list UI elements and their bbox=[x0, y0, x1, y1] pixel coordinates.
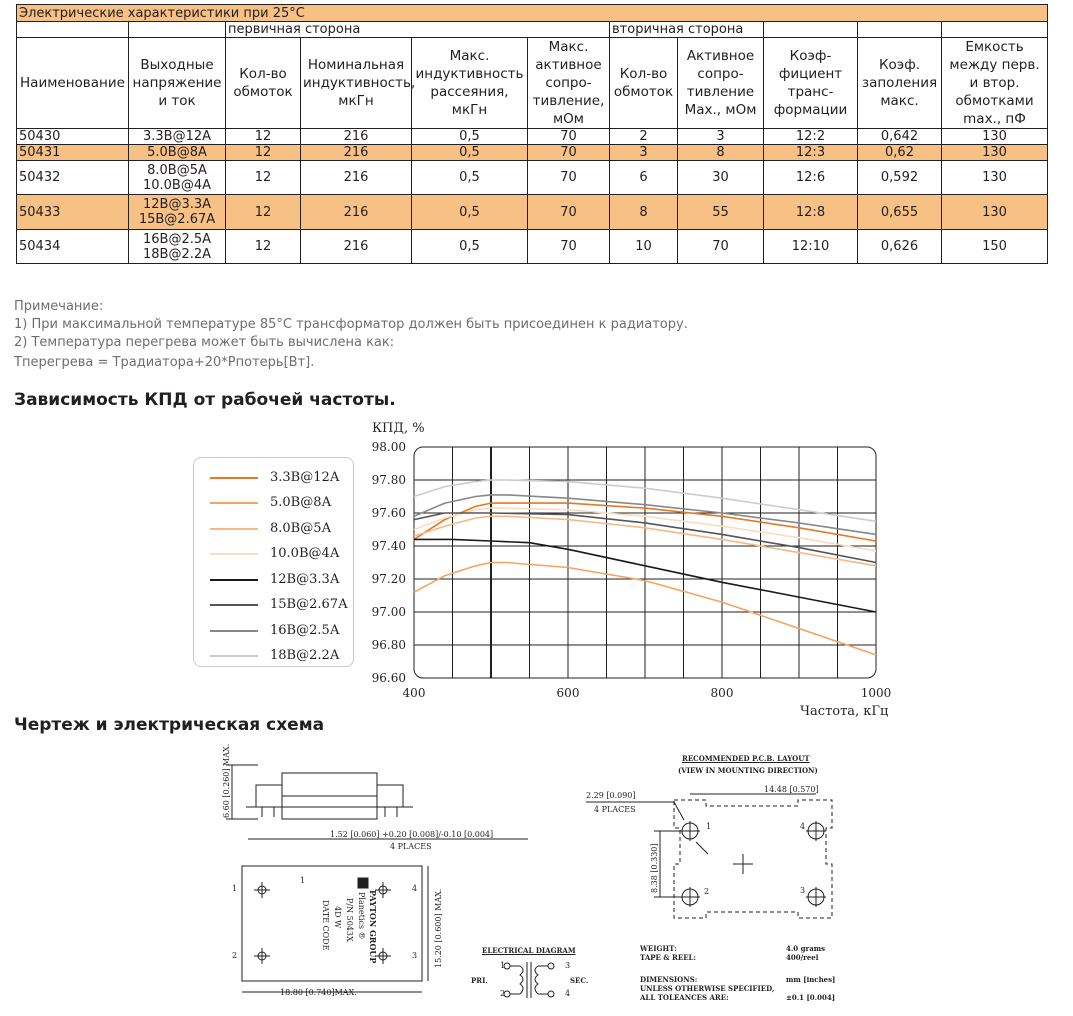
cell-primary-resistance: 70 bbox=[528, 145, 610, 161]
header-primary-resistance: Макс. активное сопро- тивление, мОм bbox=[528, 38, 610, 129]
cell-secondary-resistance: 30 bbox=[678, 161, 764, 195]
cell-name: 50431 bbox=[17, 145, 129, 161]
logo-text: PAYTON GROUP bbox=[368, 890, 378, 964]
elec-diagram-title: ELECTRICAL DIAGRAM bbox=[482, 946, 576, 955]
chart-legend bbox=[193, 457, 354, 667]
cell-leakage: 0,5 bbox=[412, 161, 528, 195]
cell-capacitance: 130 bbox=[942, 161, 1048, 195]
cell-secondary-resistance: 55 bbox=[678, 195, 764, 230]
note-1: 1) При максимальной температуре 85°С трансформатор должен быть присоединен к радиатору. bbox=[14, 317, 688, 332]
header-ratio: Коэф- фициент транс- формации bbox=[764, 38, 858, 129]
output-line: 16В@2.5А bbox=[142, 231, 212, 247]
pcb-subtitle: (VIEW IN MOUNTING DIRECTION) bbox=[678, 766, 818, 775]
note-2: 2) Температура перегрева может быть вычислена как: bbox=[14, 335, 395, 350]
cell-name: 50434 bbox=[17, 230, 129, 264]
legend-swatch bbox=[210, 579, 258, 581]
cell-secondary-turns: 2 bbox=[610, 129, 678, 145]
x-tick-label: 1000 bbox=[860, 686, 892, 700]
legend-item bbox=[210, 597, 350, 613]
legend-item bbox=[210, 546, 350, 562]
group-primary: первичная сторона bbox=[226, 22, 610, 38]
four-places-label: 4 PLACES bbox=[390, 842, 432, 851]
cell-primary-resistance: 70 bbox=[528, 195, 610, 230]
cell-leakage: 0,5 bbox=[412, 145, 528, 161]
cell-ratio: 12:3 bbox=[764, 145, 858, 161]
cell-secondary-turns: 3 bbox=[610, 145, 678, 161]
legend-label: 5.0В@8А bbox=[270, 495, 332, 510]
cell-secondary-resistance: 70 bbox=[678, 230, 764, 264]
pcb-hole-label: 2.29 [0.090] bbox=[586, 791, 636, 800]
output-line: 15В@2.67А bbox=[138, 212, 216, 227]
y-tick-label: 97.00 bbox=[371, 605, 406, 619]
x-tick-label: 800 bbox=[710, 686, 734, 700]
specifications-table bbox=[16, 4, 1048, 264]
efficiency-chart bbox=[360, 440, 900, 705]
legend-item bbox=[210, 521, 350, 537]
cell-output bbox=[129, 145, 226, 161]
cell-output bbox=[129, 129, 226, 145]
cell-name: 50430 bbox=[17, 129, 129, 145]
lead-dim-label: 1.52 [0.060] +0.20 [0.008]/-0.10 [0.004] bbox=[330, 830, 494, 839]
legend-item bbox=[210, 572, 350, 588]
tape-value: 400/reel bbox=[786, 953, 819, 962]
pin-label-2: 2 bbox=[232, 951, 238, 960]
cell-primary-turns: 12 bbox=[226, 129, 301, 145]
group-empty-5 bbox=[942, 22, 1048, 38]
cell-fill: 0,626 bbox=[858, 230, 942, 264]
cell-primary-turns: 12 bbox=[226, 230, 301, 264]
cell-inductance: 216 bbox=[301, 195, 412, 230]
legend-swatch bbox=[210, 477, 258, 479]
sec-label: SEC. bbox=[570, 976, 589, 985]
header-secondary-turns: Кол-во обмоток bbox=[610, 38, 678, 129]
y-tick-label: 97.40 bbox=[371, 539, 406, 553]
header-capacitance: Емкость между перв. и втор. обмотками max., пФ bbox=[942, 38, 1048, 129]
x-tick-label: 600 bbox=[556, 686, 580, 700]
tolerance-value: ±0.1 [0.004] bbox=[786, 993, 836, 1002]
top-body bbox=[242, 866, 422, 981]
y-tick-label: 97.20 bbox=[371, 572, 406, 586]
legend-swatch bbox=[210, 604, 258, 606]
pri-label: PRI. bbox=[471, 976, 488, 985]
cell-secondary-resistance: 8 bbox=[678, 145, 764, 161]
output-line: 12В@3.3А bbox=[142, 197, 212, 212]
group-empty-2 bbox=[129, 22, 226, 38]
cell-leakage: 0,5 bbox=[412, 129, 528, 145]
group-secondary: вторичная сторона bbox=[610, 22, 764, 38]
side-lead-left bbox=[256, 785, 282, 807]
legend-item bbox=[210, 623, 350, 639]
cell-leakage: 0,5 bbox=[412, 230, 528, 264]
cell-fill: 0,62 bbox=[858, 145, 942, 161]
cell-ratio: 12:8 bbox=[764, 195, 858, 230]
header-secondary-resistance: Активное сопро- тивление Max., мОм bbox=[678, 38, 764, 129]
elec-pin-3: 3 bbox=[565, 961, 571, 970]
notes-heading: Примечание: bbox=[14, 299, 104, 314]
cell-output bbox=[129, 195, 226, 230]
cell-secondary-resistance: 3 bbox=[678, 129, 764, 145]
weight-value: 4.0 grams bbox=[786, 944, 826, 953]
cell-fill: 0,642 bbox=[858, 129, 942, 145]
pcb-four-places-label: 4 PLACES bbox=[594, 805, 636, 814]
cell-fill: 0,592 bbox=[858, 161, 942, 195]
elec-pin-1: 1 bbox=[500, 961, 506, 970]
header-primary-turns: Кол-во обмоток bbox=[226, 38, 301, 129]
unless-label: UNLESS OTHERWISE SPECIFIED, bbox=[640, 984, 775, 993]
cell-inductance: 216 bbox=[301, 230, 412, 264]
group-empty-1 bbox=[17, 22, 129, 38]
date-code-text: DATE CODE bbox=[321, 900, 330, 951]
pcb-title: RECOMMENDED P.C.B. LAYOUT bbox=[682, 754, 810, 763]
table-row bbox=[17, 161, 1048, 195]
side-lead-right bbox=[377, 785, 403, 807]
note-3: Тперегрева = Традиатора+20*Рпотерь[Вт]. bbox=[14, 355, 315, 370]
drawing-section-title: Чертеж и электрическая схема bbox=[14, 715, 325, 735]
side-view-drawing bbox=[218, 755, 538, 855]
cell-secondary-turns: 8 bbox=[610, 195, 678, 230]
y-tick-labels bbox=[372, 440, 406, 685]
cell-primary-turns: 12 bbox=[226, 145, 301, 161]
pin-label-3: 3 bbox=[412, 951, 418, 960]
table-row bbox=[17, 145, 1048, 161]
elec-pin-2: 2 bbox=[500, 989, 506, 998]
legend-swatch bbox=[210, 502, 258, 504]
legend-swatch bbox=[210, 528, 258, 530]
secondary-coil bbox=[535, 966, 538, 994]
chart-x-label: Частота, кГц bbox=[800, 704, 889, 719]
width-dim-label: 18.80 [0.740]MAX. bbox=[280, 988, 357, 997]
chart-section-title: Зависимость КПД от рабочей частоты. bbox=[14, 390, 396, 410]
week-text: 4D W bbox=[333, 906, 342, 929]
inner-pin-label: 1 bbox=[300, 876, 306, 885]
cell-output bbox=[129, 230, 226, 264]
pcb-pad-3-label: 3 bbox=[800, 886, 806, 895]
pcb-pad-1-label: 1 bbox=[706, 822, 712, 831]
cell-name: 50432 bbox=[17, 161, 129, 195]
top-view-drawing bbox=[228, 860, 448, 1000]
group-empty-3 bbox=[764, 22, 858, 38]
legend-swatch bbox=[210, 553, 258, 555]
legend-label: 3.3В@12А bbox=[270, 470, 340, 485]
header-output: Выходные напряжение и ток bbox=[129, 38, 226, 129]
weight-label: WEIGHT: bbox=[640, 944, 677, 953]
legend-label: 16В@2.5А bbox=[270, 623, 340, 638]
table-row bbox=[17, 230, 1048, 264]
primary-coil bbox=[520, 966, 523, 994]
cell-name: 50433 bbox=[17, 195, 129, 230]
pin-label-4: 4 bbox=[412, 884, 418, 893]
pcb-pad-4-label: 4 bbox=[800, 822, 806, 831]
cell-leakage: 0,5 bbox=[412, 195, 528, 230]
output-line: 18В@2.2А bbox=[142, 246, 212, 262]
logo-mark bbox=[358, 878, 368, 888]
cell-inductance: 216 bbox=[301, 145, 412, 161]
dimensions-label: DIMENSIONS: bbox=[640, 975, 698, 984]
header-fill: Коэф. заполения макс. bbox=[858, 38, 942, 129]
legend-swatch bbox=[210, 655, 258, 657]
elec-pin-4: 4 bbox=[565, 989, 571, 998]
cell-secondary-turns: 6 bbox=[610, 161, 678, 195]
table-row bbox=[17, 129, 1048, 145]
x-tick-labels bbox=[403, 686, 892, 700]
pcb-height-label: 8.38 [0.330] bbox=[650, 843, 659, 893]
output-line: 5.0В@8А bbox=[147, 145, 207, 160]
legend-item bbox=[210, 495, 350, 511]
x-tick-label: 400 bbox=[402, 686, 426, 700]
pn-text: P/N 5043X bbox=[345, 898, 354, 942]
y-tick-label: 98.00 bbox=[371, 440, 406, 454]
pcb-width-label: 14.48 [0.570] bbox=[764, 785, 819, 794]
cell-ratio: 12:2 bbox=[764, 129, 858, 145]
cell-primary-turns: 12 bbox=[226, 195, 301, 230]
header-inductance: Номинальная индуктивность, мкГн bbox=[301, 38, 412, 129]
cell-inductance: 216 bbox=[301, 129, 412, 145]
cell-capacitance: 130 bbox=[942, 145, 1048, 161]
legend-item bbox=[210, 648, 350, 664]
depth-dim-label: 15.20 [0.600] MAX. bbox=[434, 888, 443, 968]
table-title: Электрические характеристики при 25°С bbox=[17, 5, 1048, 22]
brand-text: Planetics ® bbox=[357, 892, 366, 940]
cell-ratio: 12:6 bbox=[764, 161, 858, 195]
legend-label: 10.0В@4А bbox=[270, 546, 340, 561]
y-tick-label: 97.60 bbox=[371, 506, 406, 520]
output-line: 8.0В@5А bbox=[147, 162, 207, 178]
cell-primary-resistance: 70 bbox=[528, 230, 610, 264]
cell-fill: 0,655 bbox=[858, 195, 942, 230]
cell-primary-resistance: 70 bbox=[528, 161, 610, 195]
legend-label: 18В@2.2А bbox=[270, 648, 340, 663]
legend-swatch bbox=[210, 630, 258, 632]
cell-inductance: 216 bbox=[301, 161, 412, 195]
height-dim-label: 6.60 [0.260] MAX. bbox=[222, 743, 231, 818]
y-tick-label: 97.80 bbox=[371, 473, 406, 487]
chart-y-label: КПД, % bbox=[372, 421, 425, 436]
dimensions-value: mm [inches] bbox=[786, 975, 836, 984]
cell-capacitance: 150 bbox=[942, 230, 1048, 264]
cell-secondary-turns: 10 bbox=[610, 230, 678, 264]
cell-primary-turns: 12 bbox=[226, 161, 301, 195]
cell-output bbox=[129, 161, 226, 195]
group-empty-4 bbox=[858, 22, 942, 38]
legend-label: 15В@2.67А bbox=[270, 597, 348, 612]
header-name: Наименование bbox=[17, 38, 129, 129]
legend-label: 12В@3.3А bbox=[270, 572, 340, 587]
output-line: 3.3В@12А bbox=[142, 129, 212, 144]
pcb-layout-drawing bbox=[580, 780, 860, 930]
header-leakage: Макс. индуктивность рассеяния, мкГн bbox=[412, 38, 528, 129]
table-row bbox=[17, 195, 1048, 230]
pcb-pad-2-label: 2 bbox=[704, 887, 710, 896]
output-line: 10.0В@4А bbox=[142, 177, 212, 193]
cell-capacitance: 130 bbox=[942, 129, 1048, 145]
cell-ratio: 12:10 bbox=[764, 230, 858, 264]
y-tick-label: 96.60 bbox=[371, 671, 406, 685]
cell-primary-resistance: 70 bbox=[528, 129, 610, 145]
legend-label: 8.0В@5А bbox=[270, 521, 332, 536]
tape-label: TAPE & REEL: bbox=[640, 953, 697, 962]
legend-item bbox=[210, 470, 350, 486]
y-tick-label: 96.80 bbox=[371, 638, 406, 652]
tolerance-label: ALL TOLEANCES ARE: bbox=[640, 993, 729, 1002]
cell-capacitance: 130 bbox=[942, 195, 1048, 230]
pin-label-1: 1 bbox=[232, 884, 238, 893]
